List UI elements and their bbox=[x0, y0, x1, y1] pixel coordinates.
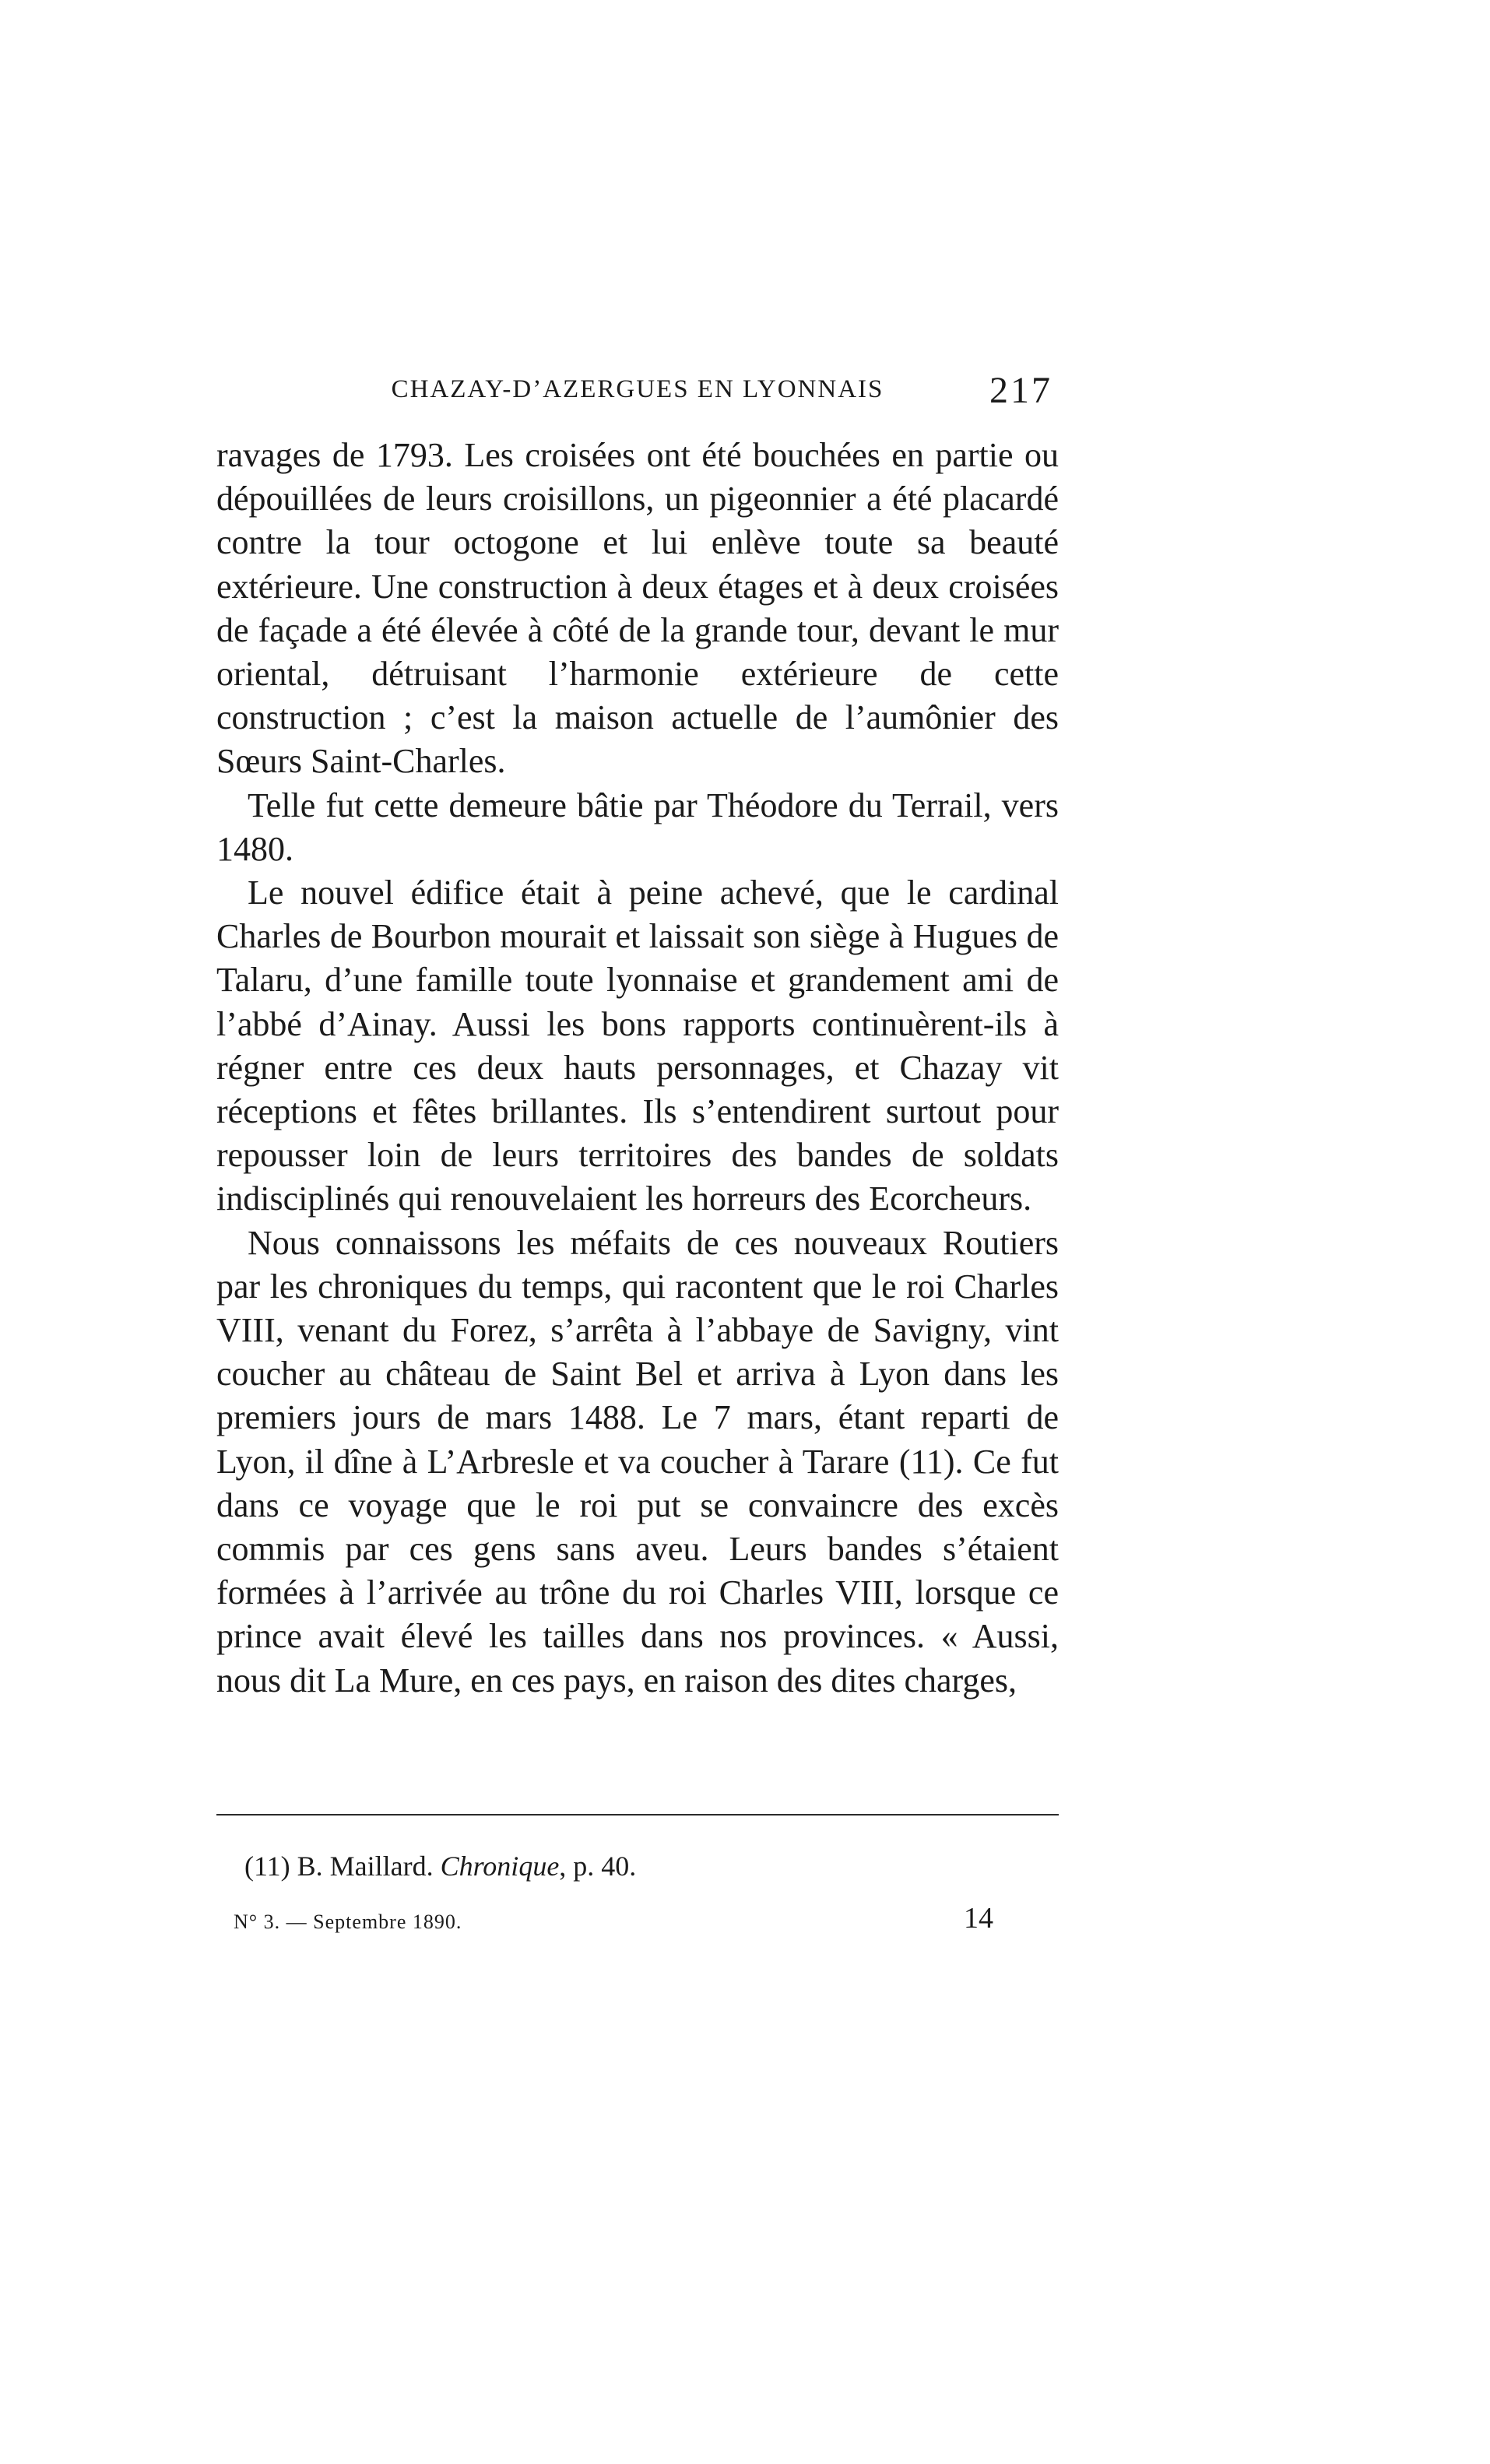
footnote-divider bbox=[216, 1814, 1059, 1815]
paragraph: Nous connaissons les méfaits de ces nouveaux Routiers par les chroniques du temps, qui racontent que le roi Charles VIII, venant du Forez, s’arrêta à l’abbaye de Savigny, vint coucher au château de Saint Bel et arriva à Lyon dans les premiers jours de mars 1488. Le 7 mars, étant reparti de Lyon, il dîne à L’Arbresle et va coucher à Tarare (11). Ce fut dans ce voyage que le roi put se convaincre des excès commis par ces gens sans aveu. Leurs bandes s’étaient formées à l’arrivée au trône du roi Charles VIII, lorsque ce prince avait élevé les tailles dans nos provinces. « Aussi, nous dit La Mure, en ces pays, en raison des dites charges, bbox=[216, 1223, 1059, 1699]
signature-mark: 14 bbox=[964, 1902, 993, 1935]
footnote-page: , p. 40. bbox=[559, 1851, 637, 1882]
footnote-author: B. Maillard. bbox=[297, 1851, 434, 1882]
page-footer bbox=[234, 1901, 1043, 1940]
footnote-work-title: Chronique bbox=[440, 1851, 560, 1882]
paragraph-continued: ravages de 1793. Les croisées ont été bouchées en partie ou dépouillées de leurs croisillons, un pigeonnier a été placardé contre la tour octogone et lui enlève toute sa beauté extérieure. Une construction à deux étages et à deux croisées de façade a été élevée à côté de la grande tour, devant le mur oriental, détruisant l’harmonie extérieure de cette construction ; c’est la maison actuelle de l’aumônier des Sœurs Saint-Charles. bbox=[216, 436, 1059, 781]
paragraph: Le nouvel édifice était à peine achevé, que le cardinal Charles de Bourbon mourait et laissait son siège à Hugues de Talaru, d’une famille toute lyonnaise et grandement ami de l’abbé d’Ainay. Aussi les bons rapports continuèrent-ils à régner entre ces deux hauts personnages, et Chazay vit réceptions et fêtes brillantes. Ils s’entendirent surtout pour repousser loin de leurs territoires des bandes de soldats indisciplinés qui renouvelaient les horreurs des Ecorcheurs. bbox=[216, 873, 1059, 1218]
page-number: 217 bbox=[989, 370, 1052, 411]
issue-line: N° 3. — Septembre 1890. bbox=[234, 1910, 462, 1933]
footnote bbox=[244, 1849, 1054, 1883]
running-title: CHAZAY-D’AZERGUES EN LYONNAIS bbox=[391, 375, 884, 403]
footnote-marker: (11) bbox=[244, 1851, 290, 1882]
page-header bbox=[216, 369, 1059, 424]
body-text bbox=[216, 434, 1059, 1703]
paragraph: Telle fut cette demeure bâtie par Théodore du Terrail, vers 1480. bbox=[216, 786, 1059, 868]
